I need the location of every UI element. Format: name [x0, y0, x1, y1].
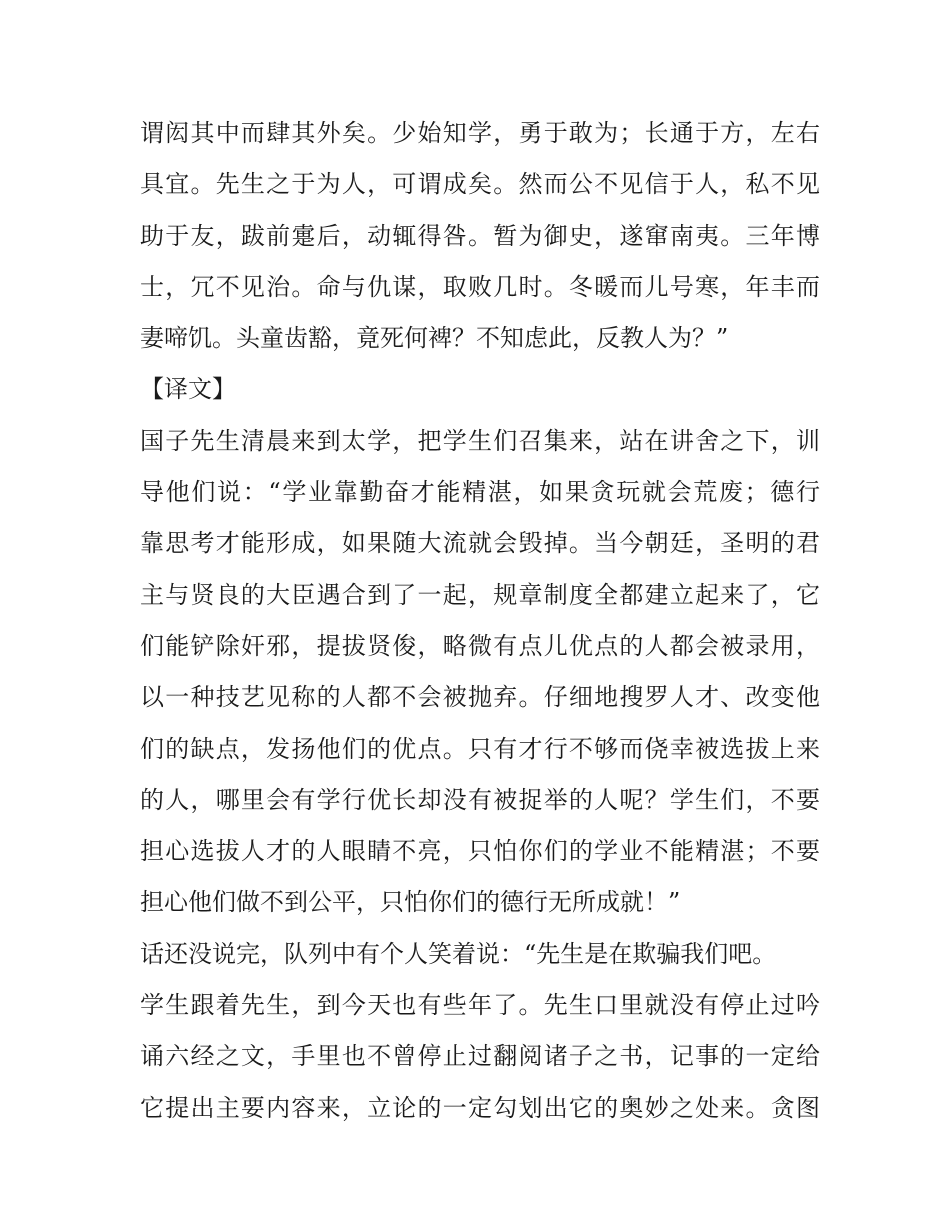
text-line-5: 妻啼饥。头童齿豁，竟死何裨？不知虑此，反教人为？”: [140, 324, 729, 353]
text-line-9: 靠思考才能形成，如果随大流就会毁掉。当今朝廷，圣明的君: [140, 529, 820, 558]
text-line-7: 国子先生清晨来到太学，把学生们召集来，站在讲舍之下，训: [140, 426, 820, 455]
text-line-2: 具宜。先生之于为人，可谓成矣。然而公不见信于人，私不见: [140, 170, 820, 199]
text-line-19: 诵六经之文，手里也不曾停止过翻阅诸子之书，记事的一定给: [140, 1042, 820, 1071]
body-text: [140, 108, 820, 1134]
text-line-1: 谓闳其中而肆其外矣。少始知学，勇于敢为；长通于方，左右: [140, 119, 820, 147]
text-line-16: 担心他们做不到公平，只怕你们的德行无所成就！”: [140, 888, 681, 917]
text-line-20: 它提出主要内容来，立论的一定勾划出它的奥妙之处来。贪图: [140, 1093, 820, 1122]
section-heading-translation: 【译文】: [140, 375, 236, 404]
text-line-13: 们的缺点，发扬他们的优点。只有才行不够而侥幸被选拔上来: [140, 734, 820, 763]
text-line-10: 主与贤良的大臣遇合到了一起，规章制度全都建立起来了，它: [140, 580, 820, 609]
text-line-8: 导他们说：“学业靠勤奋才能精湛，如果贪玩就会荒废；德行: [140, 478, 820, 507]
text-line-3: 助于友，跋前疐后，动辄得咎。暂为御史，遂窜南夷。三年博: [140, 221, 820, 250]
text-line-12: 以一种技艺见称的人都不会被抛弃。仔细地搜罗人才、改变他: [140, 683, 820, 712]
text-line-14: 的人，哪里会有学行优长却没有被捉举的人呢？学生们，不要: [140, 785, 820, 814]
text-line-15: 担心选拔人才的人眼睛不亮，只怕你们的学业不能精湛；不要: [140, 837, 820, 866]
text-line-18: 学生跟着先生，到今天也有些年了。先生口里就没有停止过吟: [140, 991, 820, 1020]
text-line-4: 士，冗不见治。命与仇谋，取败几时。冬暖而儿号寒，年丰而: [140, 272, 820, 301]
text-line-11: 们能铲除奸邪，提拔贤俊，略微有点儿优点的人都会被录用，: [140, 631, 820, 660]
text-line-17: 话还没说完，队列中有个人笑着说：“先生是在欺骗我们吧。: [140, 939, 777, 968]
